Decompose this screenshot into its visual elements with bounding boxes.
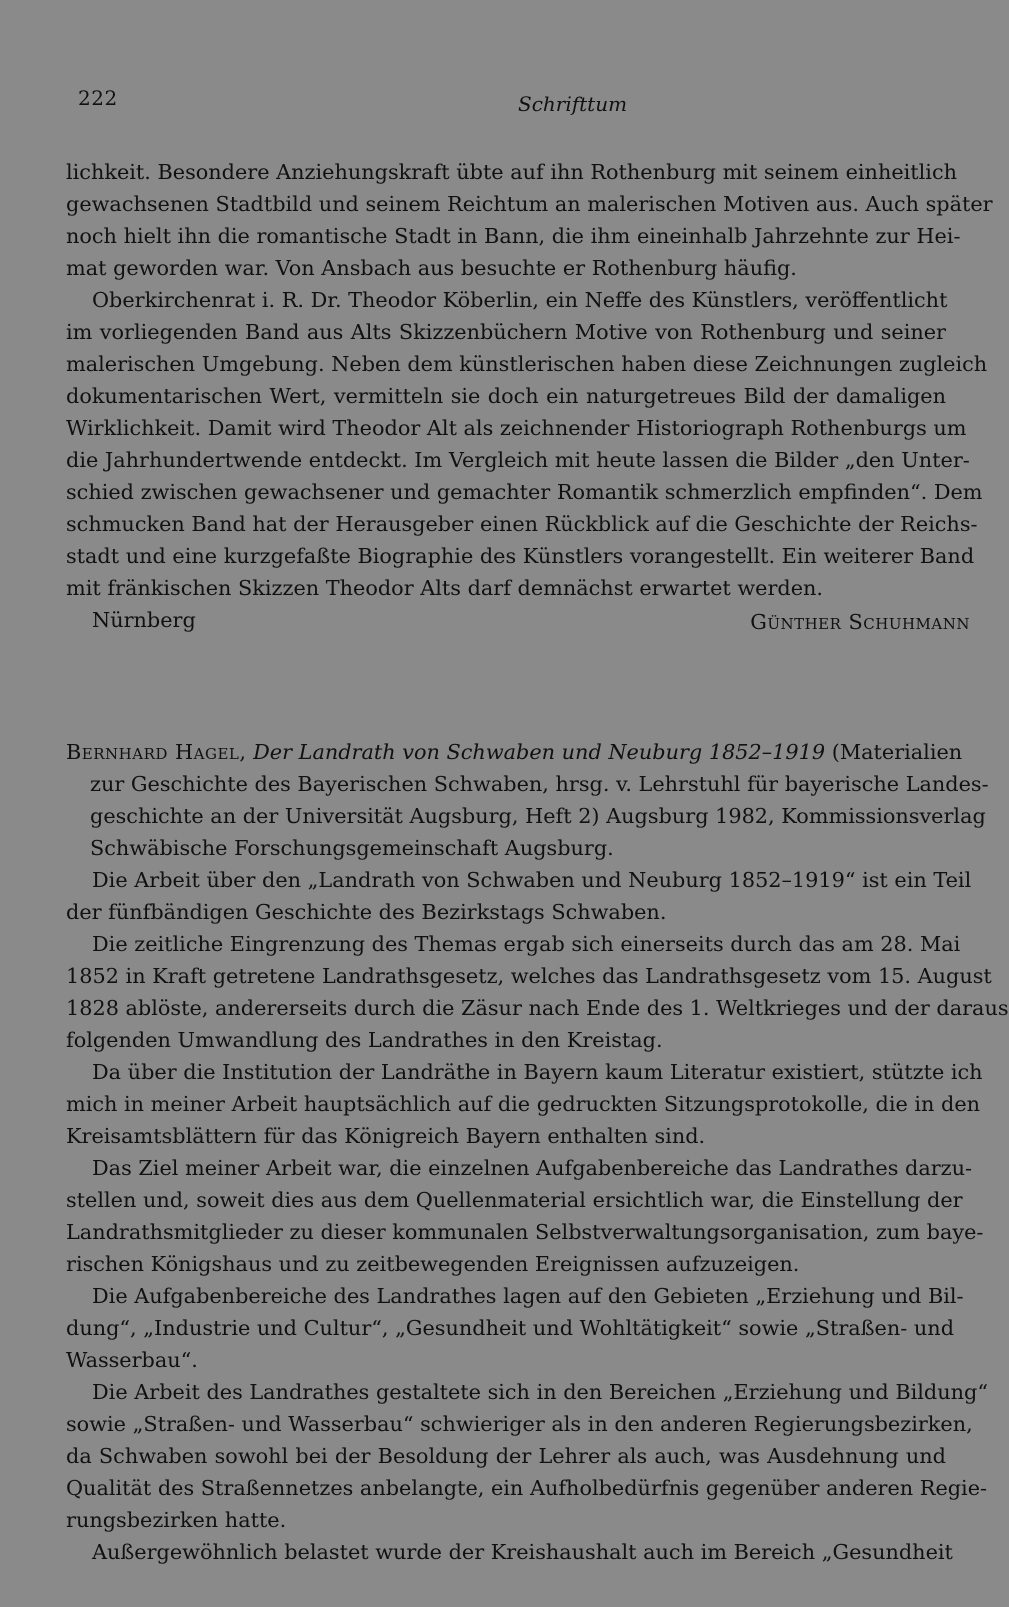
text-line: Oberkirchenrat i. R. Dr. Theodor Köberlin, ein Neffe des Künstlers, veröffentlicht (92, 288, 948, 312)
signature-reviewer: Günther Schuhmann (750, 610, 970, 634)
text-line: folgenden Umwandlung des Landrathes in den Kreistag. (66, 1028, 663, 1052)
text-line: im vorliegenden Band aus Alts Skizzenbüchern Motive von Rothenburg und seiner (66, 320, 946, 344)
text-line: Landrathsmitglieder zu dieser kommunalen Selbstverwaltungsorganisation, zum baye- (66, 1220, 984, 1244)
text-line: stadt und eine kurzgefaßte Biographie des Künstlers vorangestellt. Ein weiterer Band (66, 544, 975, 568)
text-line: noch hielt ihn die romantische Stadt in Bann, die ihm eineinhalb Jahrzehnte zur Hei- (66, 224, 961, 248)
first-review-text (66, 156, 993, 604)
text-line: 1852 in Kraft getretene Landrathsgesetz, welches das Landrathsgesetz vom 15. August (66, 964, 992, 988)
text-line: rungsbezirken hatte. (66, 1508, 287, 1532)
text-line: Qualität des Straßennetzes anbelangte, ein Aufholbedürfnis gegenüber anderen Regie- (66, 1476, 988, 1500)
second-review (66, 736, 1009, 1568)
text-line: Wasserbau“. (66, 1348, 198, 1372)
text-line: schied zwischen gewachsener und gemachter Romantik schmerzlich empfinden“. Dem (66, 480, 983, 504)
text-line: dokumentarischen Wert, vermitteln sie doch ein naturgetreues Bild der damaligen (66, 384, 946, 408)
text-line: Die Aufgabenbereiche des Landrathes lagen auf den Gebieten „Erziehung und Bil- (92, 1284, 964, 1308)
text-line: lichkeit. Besondere Anziehungskraft übte auf ihn Rothenburg mit seinem einheitlich (66, 160, 957, 184)
text-line: Die Arbeit des Landrathes gestaltete sich in den Bereichen „Erziehung und Bildung“ (92, 1380, 988, 1404)
citation-line: geschichte an der Universität Augsburg, Heft 2) Augsburg 1982, Kommissionsverlag (90, 804, 986, 828)
page-number: 222 (78, 86, 118, 110)
citation-line: zur Geschichte des Bayerischen Schwaben, hrsg. v. Lehrstuhl für bayerische Landes- (90, 772, 989, 796)
text-line: schmucken Band hat der Herausgeber einen Rückblick auf die Geschichte der Reichs- (66, 512, 978, 536)
text-line: Kreisamtsblättern für das Königreich Bayern enthalten sind. (66, 1124, 706, 1148)
book-author: Bernhard Hagel, (66, 740, 247, 764)
text-line: Die Arbeit über den „Landrath von Schwaben und Neuburg 1852–1919“ ist ein Teil (92, 868, 972, 892)
book-title: Der Landrath von Schwaben und Neuburg 1852–1919 (253, 740, 826, 764)
text-line: rischen Königshaus und zu zeitbewegenden Ereignissen aufzuzeigen. (66, 1252, 800, 1276)
text-line: da Schwaben sowohl bei der Besoldung der Lehrer als auch, was Ausdehnung und (66, 1444, 946, 1468)
text-line: gewachsenen Stadtbild und seinem Reichtum an malerischen Motiven aus. Auch später (66, 192, 993, 216)
text-line: die Jahrhundertwende entdeckt. Im Vergleich mit heute lassen die Bilder „den Unter- (66, 448, 970, 472)
signature-place: Nürnberg (92, 608, 196, 632)
text-line: mich in meiner Arbeit hauptsächlich auf die gedruckten Sitzungsprotokolle, die in den (66, 1092, 981, 1116)
text-line: mat geworden war. Von Ansbach aus besuchte er Rothenburg häufig. (66, 256, 797, 280)
text-line: malerischen Umgebung. Neben dem künstlerischen haben diese Zeichnungen zugleich (66, 352, 988, 376)
text-line: Da über die Institution der Landräthe in Bayern kaum Literatur existiert, stützte ich (92, 1060, 983, 1084)
text-line: stellen und, soweit dies aus dem Quellenmaterial ersichtlich war, die Einstellung der (66, 1188, 963, 1212)
text-line: der fünfbändigen Geschichte des Bezirkstags Schwaben. (66, 900, 667, 924)
text-line: Wirklichkeit. Damit wird Theodor Alt als zeichnender Historiograph Rothenburgs um (66, 416, 967, 440)
text-line: mit fränkischen Skizzen Theodor Alts darf demnächst erwartet werden. (66, 576, 824, 600)
text-line: sowie „Straßen- und Wasserbau“ schwieriger als in den anderen Regierungsbezirken, (66, 1412, 973, 1436)
text-line: 1828 ablöste, andererseits durch die Zäsur nach Ende des 1. Weltkrieges und der daraus (66, 996, 1009, 1020)
running-head: Schrifttum (518, 92, 628, 116)
text-line: Außergewöhnlich belastet wurde der Kreishaushalt auch im Bereich „Gesundheit (92, 1540, 953, 1564)
citation-series: (Materialien (831, 740, 963, 764)
text-line: dung“, „Industrie und Cultur“, „Gesundheit und Wohltätigkeit“ sowie „Straßen- und (66, 1316, 955, 1340)
text-line: Das Ziel meiner Arbeit war, die einzelnen Aufgabenbereiche das Landrathes darzu- (92, 1156, 973, 1180)
citation-line: Schwäbische Forschungsgemeinschaft Augsburg. (90, 836, 614, 860)
citation-line (66, 736, 963, 768)
text-line: Die zeitliche Eingrenzung des Themas ergab sich einerseits durch das am 28. Mai (92, 932, 961, 956)
